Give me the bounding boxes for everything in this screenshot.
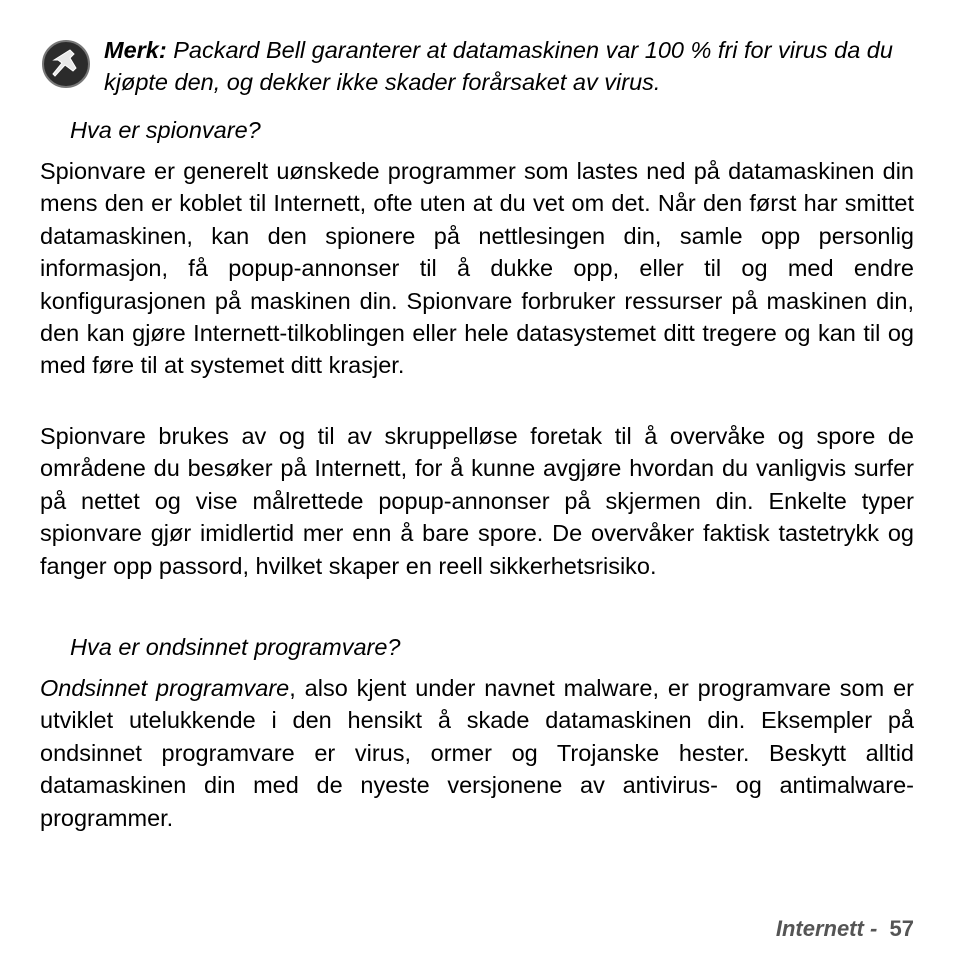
note-body: Packard Bell garanterer at datamaskinen var 100 % fri for virus da du kjøpte den, og dekker ikke skader forårsaket av virus. (104, 37, 893, 95)
note-text (104, 34, 916, 98)
page-number: 57 (889, 916, 914, 941)
page-footer (776, 914, 914, 944)
section-heading-malware: Hva er ondsinnet programvare? (70, 634, 401, 660)
footer-section: Internett - (775, 916, 878, 941)
pushpin-icon (40, 38, 92, 90)
paragraph: Spionvare brukes av og til av skruppelløse foretak til å overvåke og spore de områdene du besøker på Internett, for å kunne avgjøre hvordan du vanligvis surfer på nettet og vise målrettede popup-annonser på skjermen din. Enkelte typer spionvare gjør imidlertid mer enn å bare spore. De overvåker faktisk tastetrykk og fanger opp passord, hvilket skaper en reell sikkerhetsrisiko. (40, 423, 914, 579)
section-heading-spyware: Hva er spionvare? (70, 117, 261, 143)
term-malware: Ondsinnet programvare (40, 675, 290, 701)
paragraph-malware-text: , also kjent under navnet malware, er programvare som er utviklet utelukkende i den hensikt å skade datamaskinen din. Eksempler på ondsinnet programvare er virus, ormer og Trojanske hester. Beskytt alltid datamaskinen din med de nyeste versjonene av antivirus- og antimalware-programmer. (40, 675, 914, 831)
paragraph: Spionvare er generelt uønskede programmer som lastes ned på datamaskinen din mens den er koblet til Internett, ofte uten at du vet om det. Når den først har smittet datamaskinen, kan den spionere på nettlesingen din, samle opp personlig informasjon, få popup-annonser til å dukke opp, eller til og med endre konfigurasjonen på maskinen din. Spionvare forbruker ressurser på maskinen din, den kan gjøre Internett-tilkoblingen eller hele datasystemet ditt tregere og kan til og med føre til at systemet ditt krasjer. (40, 158, 914, 379)
note-label: Merk: (104, 37, 167, 63)
paragraph-malware (40, 672, 914, 834)
